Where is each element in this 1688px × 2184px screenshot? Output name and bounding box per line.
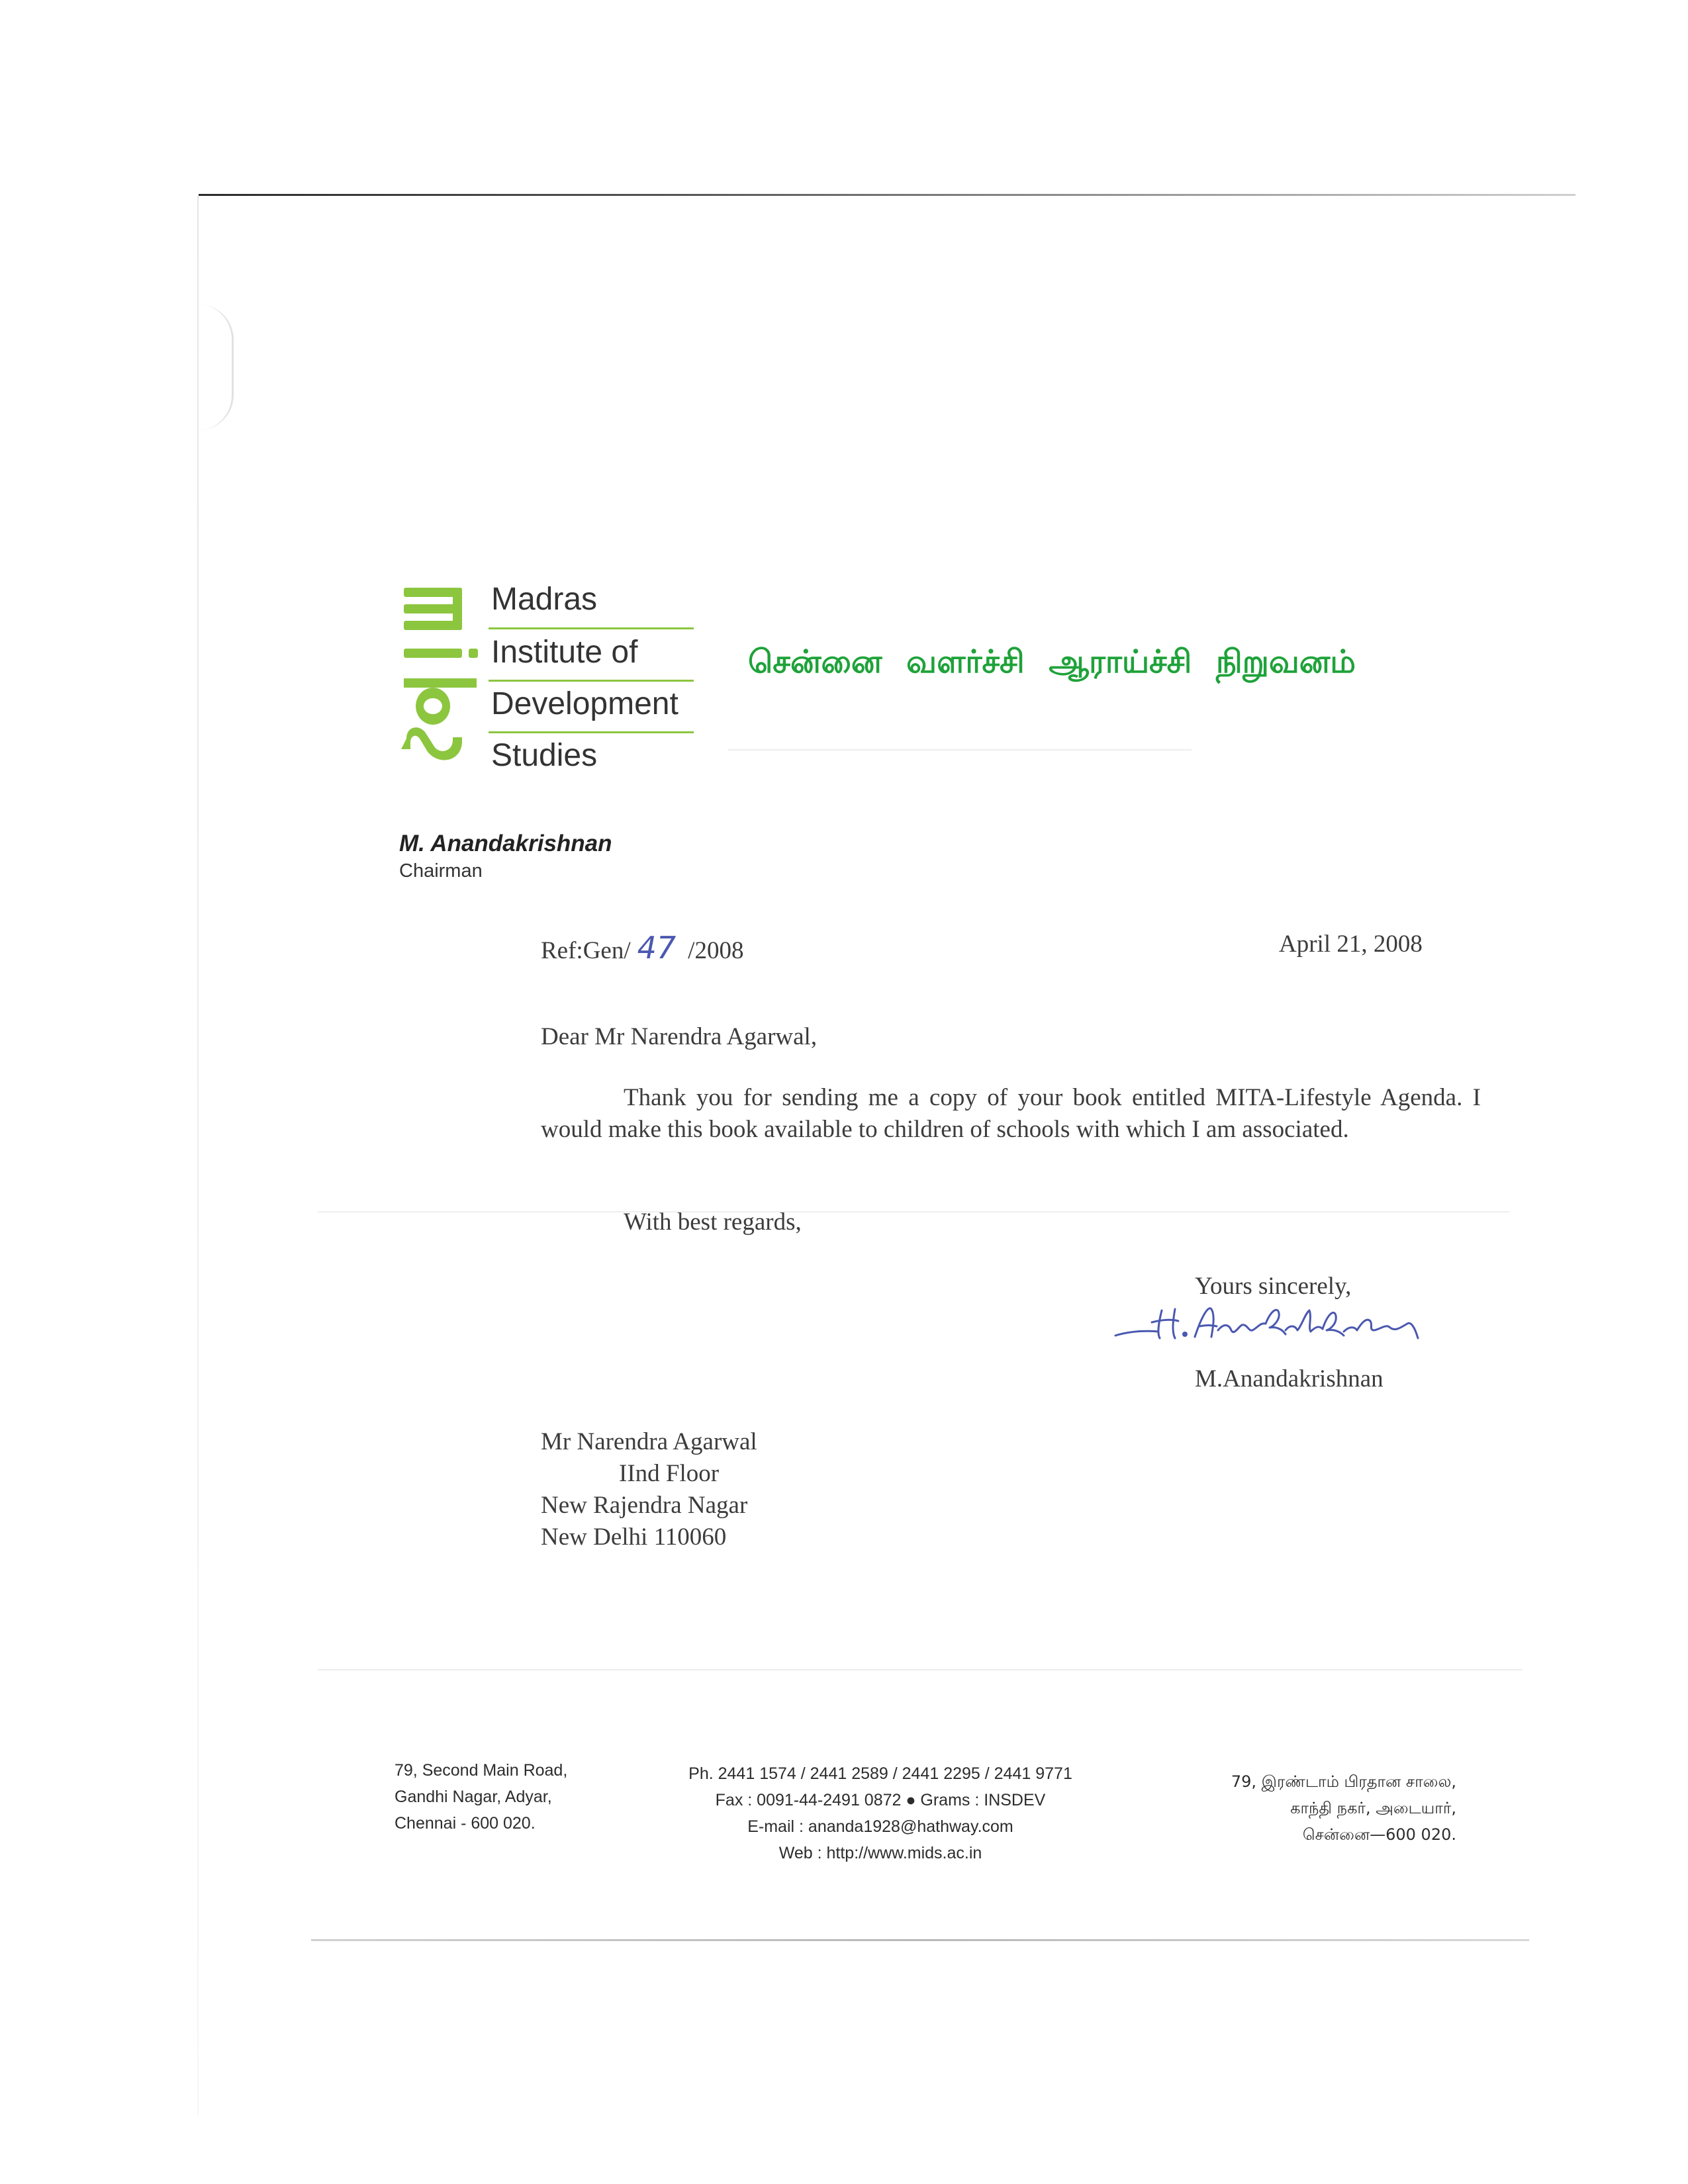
footer-tamil-line: சென்னை—600 020. (1302, 1825, 1456, 1844)
bottom-rule (311, 1939, 1529, 1941)
scan-artifact (199, 304, 234, 430)
salutation: Dear Mr Narendra Agarwal, (541, 1023, 818, 1050)
footer-contact (599, 1760, 1162, 1866)
logo-word-studies: Studies (491, 738, 598, 773)
letter-body-text: Thank you for sending me a copy of your book entitled MITA-Lifestyle Agenda. I would make this book available to children of schools with which I am associated. (541, 1084, 1481, 1143)
signer-name: M.Anandakrishnan (1195, 1365, 1383, 1392)
recipient-name: Mr Narendra Agarwal (541, 1428, 757, 1455)
faint-rule (728, 749, 1192, 751)
recipient-line-3: New Delhi 110060 (541, 1524, 727, 1551)
chairman-name: M. Anandakrishnan (399, 831, 612, 856)
footer-address-line: Chennai - 600 020. (395, 1814, 536, 1833)
ref-suffix: /2008 (688, 937, 744, 964)
letter-body-paragraph (541, 1082, 1481, 1146)
logo-separator (489, 627, 694, 629)
footer-address-line: 79, Second Main Road, (395, 1761, 568, 1780)
recipient-line-2: New Rajendra Nagar (541, 1492, 748, 1519)
regards: With best regards, (624, 1208, 802, 1236)
ref-prefix: Ref:Gen/ (541, 937, 631, 964)
mids-logo-mark (397, 582, 483, 781)
footer-address (395, 1757, 567, 1837)
logo-word-development: Development (491, 686, 679, 721)
top-rule (199, 194, 1575, 196)
faint-rule (318, 1211, 1509, 1212)
footer-fax: Fax : 0091-44-2491 0872 ● Grams : INSDEV (715, 1791, 1046, 1809)
logo-separator (489, 731, 694, 733)
logo-word-madras: Madras (491, 582, 598, 617)
page-edge (197, 196, 199, 2115)
footer-phone: Ph. 2441 1574 / 2441 2589 / 2441 2295 / 2441 9771 (688, 1764, 1072, 1783)
letter-date: April 21, 2008 (1279, 931, 1423, 958)
recipient-address (541, 1426, 757, 1553)
faint-rule (318, 1669, 1523, 1670)
reference-line (541, 930, 743, 966)
recipient-line-1: IInd Floor (619, 1460, 720, 1487)
chairman-title: Chairman (399, 860, 483, 882)
ref-handwritten-number: 47 (637, 930, 677, 966)
footer-tamil-address (1165, 1768, 1456, 1848)
footer-web: Web : http://www.mids.ac.in (778, 1844, 982, 1862)
closing: Yours sincerely, (1195, 1273, 1352, 1300)
footer-address-line: Gandhi Nagar, Adyar, (395, 1788, 552, 1806)
footer-tamil-line: காந்தி நகர், அடையார், (1290, 1799, 1456, 1817)
logo-separator (489, 680, 694, 682)
handwritten-signature (1112, 1297, 1423, 1350)
footer-email: E-mail : ananda1928@hathway.com (747, 1817, 1013, 1836)
logo-word-institute: Institute of (491, 635, 638, 670)
tamil-institute-name: சென்னை வளர்ச்சி ஆராய்ச்சி நிறுவனம் (748, 643, 1356, 680)
footer-tamil-line: 79, இரண்டாம் பிரதான சாலை, (1231, 1772, 1456, 1791)
